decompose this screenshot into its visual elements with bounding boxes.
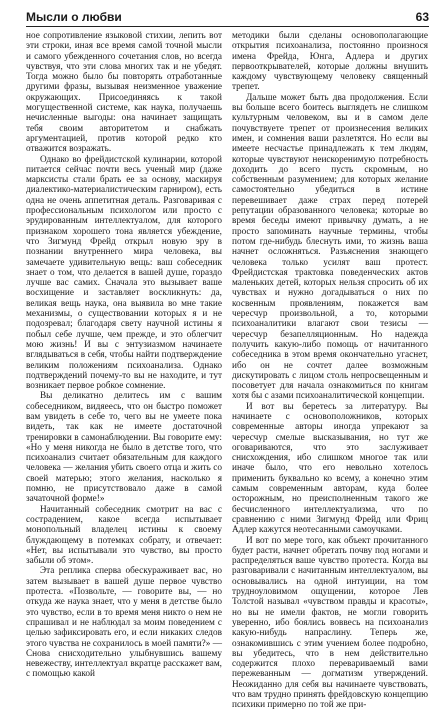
paragraph: И вот по мере того, как объект прочитанного будет расти, начнет обретать почву под ногами и распределяться ваше чувство протеста. Когда вы разговаривали с начитанным интеллектуалом, вы основывались на одной интуиции, на том трудноуловимом ощущении, которое Лев Толстой называл «чувством правды и красоты», но вы не имели фактов, не могли говорить уверенно, ибо боялись воввесь на психоанализ какую-нибудь напраслину. Теперь же, ознакомившись с этим учением более подробно, вы убедитесь, что в нем действительно содержится плохо перевариваемый вами пережеванным — догматизм утверждений. Неожиданно для себя вы начинаете чувствовать, что вам трудно принять фрейдовскую концепцию психики примерно по той же при- xyxy=(232,535,428,711)
paragraph: Дальше может быть два продолжения. Если вы больше всего боитесь выглядеть не слишком культурным человеком, вы и в самом деле почувствуете трепет от произнесения великих имен, и сомнения ваши разлетятся. Но если вы имеете несчастье принадлежать к тем людям, которые чувствуют неискоренимую потребность доходить до всего пусть скромным, но собственным разумением; для которых желание самостоятельно убедиться в истине перевешивает даже страх перед потерей репутации образованного человека; которые во время беседы имеют привычку думать, а не просто запоминать научные термины, чтобы потом где-нибудь блеснуть ими, то жизнь ваша начнет осложняться. Разъяснения знающего человека только усилят ваш протест. Фрейдистская трактовка поведенческих актов маленьких детей, которых нельзя спросить об их чувствах и нужно догадываться о них по косвенным проявлениям, покажется вам чересчур произвольной, а то, которыми психоаналитики влагают свои тезисы — чересчур безапелляционным. Но надежда получить какую-либо помощь от начитанного собеседника в этом время окончательно угаснет, ибо он не сочтет далее возможным дискутировать с лицом столь непросвещенным и посоветует для начала ознакомиться по книгам хотя бы с азами психоаналитической концепции. xyxy=(232,92,428,402)
text-columns xyxy=(26,31,429,711)
right-column xyxy=(232,31,428,711)
running-header xyxy=(26,6,429,24)
paragraph: И вот вы беретесь за литературу. Вы начинаете с основоположников, которых современные авторы иногда упрекают за чересчур смелые высказывания, но тут же оговариваются, что это заслуживает снисхождения, ибо слишком многое так или иначе было, что его невольно хотелось применить буквально ко всему, а конечно этим самым современным авторам, куда более осторожным, но преисполненным такого же бесчисленного интеллектуализма, что по сравнению с ними Зигмунд Фрейд или Фриц Адлер кажутся неотесанными самоучками. xyxy=(232,401,428,536)
page-number: 63 xyxy=(415,10,429,24)
left-column xyxy=(26,31,222,697)
paragraph: Эта реплика сперва обескураживает вас, но затем вызывает в вашей душе первое чувство протеста. «Позвольте, — говорите вы, — но откуда же наука знает, что у меня в детстве было это чувство, если в то время меня никто о нем не спрашивал и не наблюдал за моим поведением с целью зафиксировать его, и если никаких следов этого чувства не сохранилось в моей памяти?» — Снова снисходительно улыбнувшись вашему невежеству, интеллектуал вкратце расскажет вам, с помощью какой xyxy=(26,566,222,680)
header-rule xyxy=(26,26,429,27)
paragraph: методики были сделаны основополагающие открытия психоанализа, постоянно произнося имена Фрейда, Юнга, Адлера и других первооткрывателей, которые должны внушить каждому чувствующему человеку священный трепет. xyxy=(232,31,428,93)
paragraph: Вы деликатно делитесь им с вашим собеседником, видяеесь, что он быстро поможет вам увидеть в себе то, чего вы не умеете пока видеть, так как не имеете достаточной тренировки в самонаблюдении. Вы говорите ему: «Но у меня никогда не было в детстве того, что психоанализ считает обязательным для каждого человека — желания убить своего отца и жить со своей матерью; этого желания, насколько я помню, не присутствовало даже в самой зачаточной форме!» xyxy=(26,391,222,505)
running-title: Мысли о любви xyxy=(26,10,122,24)
paragraph: Однако во фрейдистской кулинарии, которой питается сейчас почти весь ученый мир (даже марксисты стали брать ее за основу, маскируя диалектико-материалистическим гарниром), есть одна не очень аппетитная деталь. Разговаривая с профессиональным психологом или просто с эрудированным интеллектуалом, для которого признаком хорошего тона является убеждение, что Зигмунд Фрейд открыл новую эру в познании внутреннего мира человека, вы замечаете удивительную вещь: ваш собеседник знает о том, что делается в вашей душе, гораздо лучше вас самих. Сначала это вызывает ваше восхищение и заставляет воскликнуть: да, великая вещь наука, она выявила во мне такие механизмы, о существовании которых я и не подозревал; благодаря свету научной истины я побыл себе лучше, чем прежде, и это облегчит мою жизнь! И вы с энтузиазмом начинаете вглядываться в себя, чтобы найти подтверждение великим положениям психоанализа. Однако подтверждений почему-то вы не находите, и тут возникает первое робкое сомнение. xyxy=(26,154,222,392)
paragraph: ное сопротивление языковой стихии, лепить вот эти строки, иная все время самой точной мысли и самого убежденного сочетания слов, но всегда чувствуя, что эти слова многих так и не убедят. Тогда можно было бы повторять отработанные другими фразы, вызывая неизменное уважение окружающих. Присоединяясь к такой могущественной системе, как наука, получаешь нечисленные выгоды: она начинает защищать тебя своим авторитетом и снабжать аргументацией, против которой редко кто отважится возражать. xyxy=(26,31,222,155)
paragraph: Начитанный собеседник смотрит на вас с сострадением, какое всегда испытывает монопольный владелец истины к своему блуждающему в потемках собрату, и отвечает: «Нет, вы испытывали это чувство, вы просто забыли об этом». xyxy=(26,504,222,567)
